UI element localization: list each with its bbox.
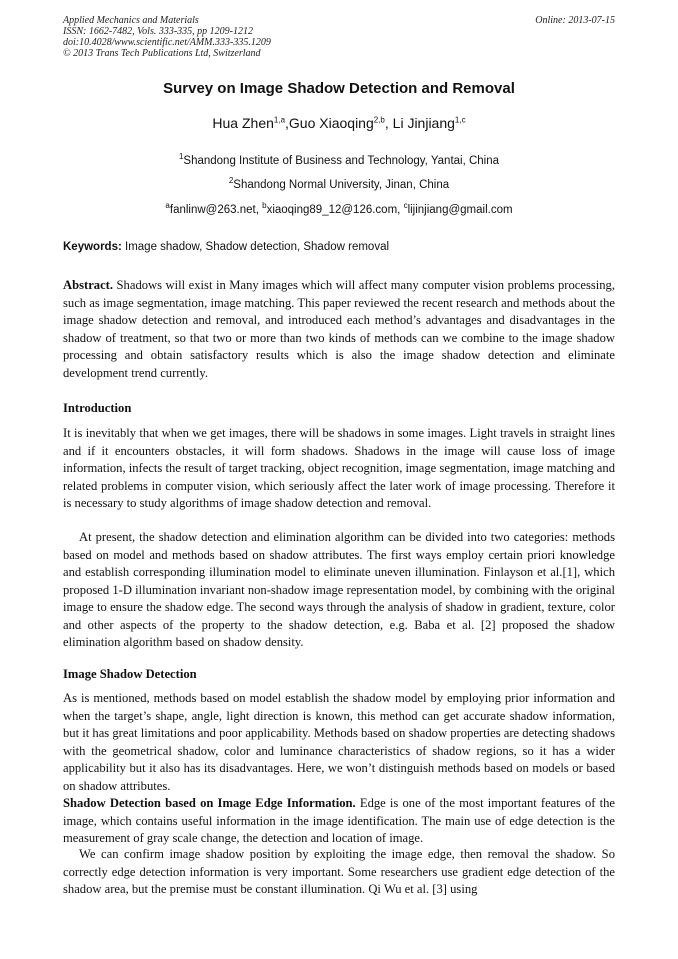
intro-paragraph-2: At present, the shadow detection and elimination algorithm can be divided into two categories: methods based on model and methods based on shadow attributes. The first ways employ certain priori knowledge and establish corresponding illumination model to eliminate uneven illumination. Finlayson et al.[1], which proposed 1-D illumination invariant non-shadow image representation model, by combining with the original image to ensure the shadow edge. The second ways through the analysis of shadow in gradient, texture, color and other aspects of the property to the shadow detection, e.g. Baba et al. [2] proposed the shadow elimination algorithm based on shadow density. bbox=[63, 530, 615, 649]
affiliation-2 bbox=[0, 176, 678, 191]
abstract-text: Shadows will exist in Many images which will affect many computer vision problems processing, such as image segmentation, image matching. This paper reviewed the recent research and methods about the image shadow detection and removal, and introduced each method’s advantages and disadvantages in the shadow of treatment, so that two or more than two kinds of methods can we combine to the image shadow processing and obtain satisfactory results which is also the image shadow detection and eliminate development trend currently. bbox=[63, 278, 616, 380]
issn-line: ISSN: 1662-7482, Vols. 333-335, pp 1209-1212 bbox=[63, 26, 253, 37]
email-list bbox=[0, 201, 678, 216]
affiliation-text: Shandong Institute of Business and Technology, Yantai, China bbox=[183, 154, 500, 167]
edge-detection-text: Edge is one of the most important features of the image, which contains useful information in the image identification. The main use of edge detection is the measurement of gray scale change, the detection and location of image. bbox=[63, 796, 615, 845]
author-sep: , bbox=[384, 115, 393, 131]
section-heading-detection: Image Shadow Detection bbox=[63, 667, 197, 681]
journal-name: Applied Mechanics and Materials bbox=[63, 15, 199, 26]
affiliation-1 bbox=[0, 152, 678, 167]
online-date: Online: 2013-07-15 bbox=[535, 15, 615, 26]
email-text: fanlinw@263.net, bbox=[169, 203, 263, 216]
section-heading-introduction: Introduction bbox=[63, 401, 132, 415]
abstract-label: Abstract. bbox=[63, 278, 114, 292]
keywords-label: Keywords: bbox=[63, 241, 122, 253]
journal-header bbox=[63, 15, 615, 59]
author-sup: 1,a bbox=[273, 115, 286, 125]
edge-detection-label: Shadow Detection based on Image Edge Information. bbox=[63, 796, 356, 810]
author-name: Li Jinjiang bbox=[392, 115, 455, 131]
abstract-paragraph bbox=[63, 277, 615, 382]
author-sup: 1,c bbox=[454, 115, 466, 125]
keywords-text: Image shadow, Shadow detection, Shadow removal bbox=[125, 241, 390, 253]
detection-paragraph-1: As is mentioned, methods based on model establish the shadow model by employing prior information and when the target’s shape, angle, light direction is known, this method can get accurate shadow information, but it has great limitations and poor applicability. Methods based on shadow properties are detecting shadows with the geometrical shadow, color and luminance characteristics of shadow regions, so it has a wider applicability but it also has its disadvantages. Here, we won’t distinguish methods based on models or based on shadow attributes. bbox=[63, 691, 615, 793]
author-name: Guo Xiaoqing bbox=[288, 115, 374, 131]
email-sup: b bbox=[262, 201, 267, 210]
keywords bbox=[63, 241, 615, 253]
author-list bbox=[0, 115, 678, 131]
affiliation-sup: 2 bbox=[228, 176, 234, 185]
email-sup: c bbox=[403, 201, 408, 210]
edge-detection-paragraph bbox=[63, 795, 615, 848]
author-name: Hua Zhen bbox=[212, 115, 274, 131]
email-sup: a bbox=[165, 201, 170, 210]
paper-title: Survey on Image Shadow Detection and Removal bbox=[163, 80, 515, 97]
author-sep: , bbox=[285, 115, 289, 131]
author-sup: 2,b bbox=[373, 115, 385, 125]
email-text: xiaoqing89_12@126.com, bbox=[266, 203, 404, 216]
affiliation-sup: 1 bbox=[178, 152, 184, 161]
intro-paragraph-1: It is inevitably that when we get images, there will be shadows in some images. Light travels in straight lines and if it encounters obstacles, it will form shadows. Shadows in the image will cause loss of image information, infects the result of target tracking, object recognition, image segmentation, image matching and related problems in computer vision, which seriously affect the later work of image processing. Therefore it is necessary to study algorithms of image shadow detection and removal. bbox=[63, 426, 615, 510]
affiliation-text: Shandong Normal University, Jinan, China bbox=[233, 178, 450, 191]
detection-paragraph-3: We can confirm image shadow position by exploiting the image edge, then removal the shadow. So correctly edge detection information is very important. Some researchers use gradient edge detection of the shadow area, but the premise must be constant illumination. Qi Wu et al. [3] using bbox=[63, 847, 615, 896]
email-text: lijinjiang@gmail.com bbox=[407, 203, 513, 216]
doi-line: doi:10.4028/www.scientific.net/AMM.333-335.1209 bbox=[63, 37, 271, 48]
copyright-line: © 2013 Trans Tech Publications Ltd, Switzerland bbox=[63, 48, 261, 59]
